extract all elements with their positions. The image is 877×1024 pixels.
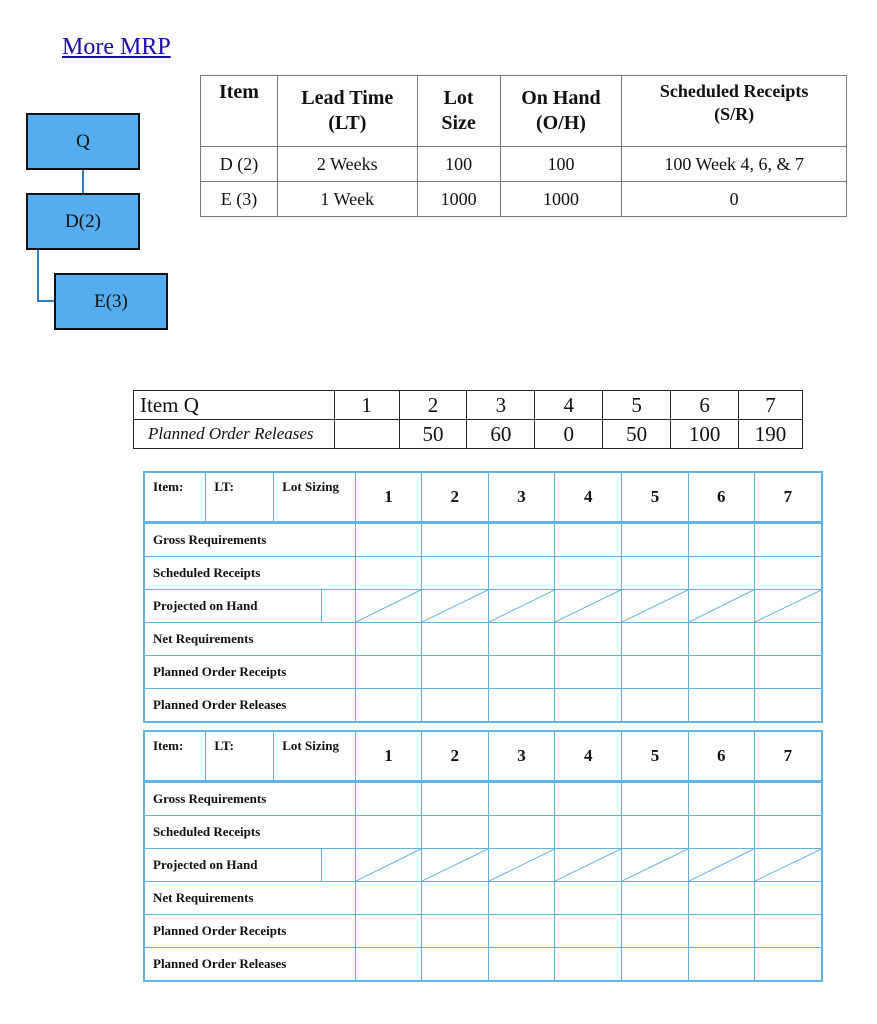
mrp-value-cell[interactable] [754,523,822,557]
week-header: 6 [671,391,739,420]
mrp-value-cell[interactable] [421,523,488,557]
mrp-value-cell[interactable] [688,689,754,723]
mrp-value-cell[interactable] [688,656,754,689]
mrp-row-label: Net Requirements [144,882,356,915]
mrp-value-cell[interactable] [622,948,689,982]
mrp-value-cell[interactable] [754,590,822,623]
mrp-row-label: Planned Order Releases [144,948,356,982]
week-header: 2 [399,391,467,420]
mrp-value-cell[interactable] [754,849,822,882]
mrp-header-row [144,731,822,782]
cell-lot-size: 1000 [417,182,500,217]
week-header: 3 [467,391,535,420]
mrp-row [144,590,822,623]
mrp-value-cell[interactable] [622,623,689,656]
diagonal-line-icon [622,590,688,622]
mrp-value-cell[interactable] [622,557,689,590]
week-header: 3 [488,731,555,782]
mrp-row [144,623,822,656]
q-row-label: Planned Order Releases [134,420,335,449]
mrp-value-cell[interactable] [356,590,422,623]
item-q-table [133,390,803,449]
mrp-row [144,882,822,915]
week-header: 7 [754,731,822,782]
cell-on-hand: 100 [500,147,622,182]
week-header: 4 [535,391,603,420]
mrp-value-cell[interactable] [555,689,622,723]
mrp-value-cell[interactable] [421,689,488,723]
mrp-row [144,915,822,948]
week-header: 2 [421,472,488,523]
diagonal-line-icon [555,590,621,622]
mrp-value-cell[interactable] [555,816,622,849]
diagonal-line-icon [489,590,555,622]
cell-lot-size: 100 [417,147,500,182]
mrp-row-label: Projected on Hand [144,849,322,882]
mrp-value-cell[interactable] [488,782,555,816]
mrp-row [144,656,822,689]
diagonal-line-icon [622,849,688,881]
header-on-hand: On Hand (O/H) [500,76,622,147]
mrp-row-label: Planned Order Receipts [144,656,356,689]
mrp-value-cell[interactable] [356,915,422,948]
tree-node-d [26,193,140,250]
tree-node-label: E(3) [94,290,128,312]
tree-node-label: Q [76,130,90,152]
mrp-row-label: Planned Order Releases [144,689,356,723]
mrp-value-cell[interactable] [555,590,622,623]
mrp-value-cell[interactable] [356,623,422,656]
week-header: 1 [356,731,422,782]
mrp-value-cell[interactable] [488,816,555,849]
mrp-value-cell[interactable] [688,816,754,849]
mrp-value-cell[interactable] [622,523,689,557]
mrp-value-cell[interactable] [356,557,422,590]
mrp-value-cell[interactable] [555,782,622,816]
mrp-value-cell[interactable] [356,523,422,557]
diagonal-line-icon [422,590,488,622]
mrp-row-label: Planned Order Receipts [144,915,356,948]
mrp-value-cell[interactable] [421,557,488,590]
tree-node-e [54,273,168,330]
q-value-cell: 0 [535,420,603,449]
mrp-value-cell[interactable] [356,782,422,816]
mrp-value-cell[interactable] [754,623,822,656]
mrp-value-cell[interactable] [488,590,555,623]
mrp-row-label: Scheduled Receipts [144,557,356,590]
lt-field[interactable] [206,731,274,782]
header-item: Item [201,76,278,147]
mrp-row-label: Projected on Hand [144,590,322,623]
mrp-row [144,782,822,816]
mrp-value-cell[interactable] [488,948,555,982]
cell-scheduled-receipts: 100 Week 4, 6, & 7 [622,147,847,182]
q-item-label: Item Q [134,391,335,420]
mrp-value-cell[interactable] [688,948,754,982]
week-header: 6 [688,472,754,523]
mrp-value-cell[interactable] [488,557,555,590]
mrp-value-cell[interactable] [488,523,555,557]
mrp-value-cell[interactable] [622,689,689,723]
diagonal-line-icon [489,849,555,881]
week-header: 5 [622,731,689,782]
mrp-value-cell[interactable] [688,782,754,816]
cell-item: E (3) [201,182,278,217]
mrp-value-cell[interactable] [555,882,622,915]
item-field[interactable] [144,472,206,523]
cell-item: D (2) [201,147,278,182]
mrp-row [144,849,822,882]
tree-connector-d-e-vertical [37,249,39,301]
mrp-value-cell[interactable] [488,915,555,948]
lt-field-label: LT: [214,479,234,494]
mrp-value-cell[interactable] [356,882,422,915]
mrp-value-cell[interactable] [688,557,754,590]
mrp-value-cell[interactable] [754,656,822,689]
mrp-value-cell[interactable] [555,849,622,882]
mrp-value-cell[interactable] [688,523,754,557]
mrp-header-row [144,472,822,523]
mrp-value-cell[interactable] [688,623,754,656]
mrp-value-cell[interactable] [622,656,689,689]
mrp-value-cell[interactable] [622,882,689,915]
mrp-value-cell[interactable] [622,849,689,882]
item-info-table [200,75,847,217]
mrp-value-cell[interactable] [356,656,422,689]
mrp-value-cell[interactable] [421,849,488,882]
q-value-cell: 50 [399,420,467,449]
table-row [201,147,847,182]
lt-field-label: LT: [214,738,234,753]
week-header: 6 [688,731,754,782]
cell-lead-time: 2 Weeks [277,147,417,182]
header-scheduled-receipts: Scheduled Receipts (S/R) [622,76,847,147]
week-header: 1 [334,391,399,420]
initial-on-hand-cell[interactable] [322,849,356,882]
mrp-value-cell[interactable] [754,782,822,816]
table-row [201,182,847,217]
q-value-cell: 100 [671,420,739,449]
lt-field[interactable] [206,472,274,523]
tree-connector-q-d [82,169,84,194]
mrp-value-cell[interactable] [488,849,555,882]
mrp-value-cell[interactable] [356,816,422,849]
mrp-row [144,557,822,590]
mrp-value-cell[interactable] [488,882,555,915]
mrp-value-cell[interactable] [688,849,754,882]
mrp-value-cell[interactable] [754,689,822,723]
mrp-value-cell[interactable] [356,689,422,723]
mrp-value-cell[interactable] [421,656,488,689]
q-header-row [134,391,803,420]
mrp-value-cell[interactable] [688,590,754,623]
mrp-value-cell[interactable] [754,816,822,849]
mrp-row-label: Net Requirements [144,623,356,656]
info-header-row [201,76,847,147]
mrp-value-cell[interactable] [555,656,622,689]
mrp-value-cell[interactable] [356,948,422,982]
lot-sizing-field-label: Lot Sizing [282,479,339,494]
mrp-value-cell[interactable] [754,557,822,590]
lot-sizing-field[interactable] [274,731,356,782]
cell-lead-time: 1 Week [277,182,417,217]
mrp-row [144,689,822,723]
diagonal-line-icon [689,849,754,881]
week-header: 1 [356,472,422,523]
mrp-value-cell[interactable] [356,849,422,882]
mrp-value-cell[interactable] [754,915,822,948]
week-header: 4 [555,472,622,523]
week-header: 2 [421,731,488,782]
mrp-value-cell[interactable] [488,689,555,723]
week-header: 7 [739,391,803,420]
q-value-cell: 190 [739,420,803,449]
item-field-label: Item: [153,738,184,753]
mrp-row [144,523,822,557]
mrp-value-cell[interactable] [754,948,822,982]
mrp-value-cell[interactable] [622,915,689,948]
week-header: 4 [555,731,622,782]
q-releases-row [134,420,803,449]
mrp-row [144,948,822,982]
mrp-value-cell[interactable] [421,816,488,849]
mrp-row-label: Gross Requirements [144,523,356,557]
title-link[interactable]: More MRP [62,34,171,60]
tree-node-q [26,113,140,170]
lot-sizing-field[interactable] [274,472,356,523]
week-header: 3 [488,472,555,523]
mrp-value-cell[interactable] [688,882,754,915]
tree-node-label: D(2) [65,210,101,232]
mrp-value-cell[interactable] [555,523,622,557]
header-lot-size: Lot Size [417,76,500,147]
mrp-value-cell[interactable] [421,882,488,915]
cell-scheduled-receipts: 0 [622,182,847,217]
mrp-value-cell[interactable] [421,915,488,948]
diagonal-line-icon [755,590,821,622]
mrp-value-cell[interactable] [622,782,689,816]
mrp-value-cell[interactable] [421,590,488,623]
mrp-value-cell[interactable] [421,948,488,982]
mrp-value-cell[interactable] [555,623,622,656]
mrp-value-cell[interactable] [555,915,622,948]
mrp-value-cell[interactable] [488,656,555,689]
mrp-row [144,816,822,849]
item-field[interactable] [144,731,206,782]
mrp-value-cell[interactable] [421,623,488,656]
q-value-cell: 50 [603,420,671,449]
initial-on-hand-cell[interactable] [322,590,356,623]
header-lead-time: Lead Time (LT) [277,76,417,147]
mrp-value-cell[interactable] [688,915,754,948]
mrp-value-cell[interactable] [622,816,689,849]
mrp-value-cell[interactable] [421,782,488,816]
mrp-value-cell[interactable] [754,882,822,915]
diagonal-line-icon [356,849,421,881]
lot-sizing-field-label: Lot Sizing [282,738,339,753]
diagonal-line-icon [555,849,621,881]
diagonal-line-icon [689,590,754,622]
week-header: 5 [603,391,671,420]
item-field-label: Item: [153,479,184,494]
diagonal-line-icon [755,849,821,881]
cell-on-hand: 1000 [500,182,622,217]
diagonal-line-icon [356,590,421,622]
mrp-grid-1 [143,471,823,723]
week-header: 7 [754,472,822,523]
mrp-value-cell[interactable] [555,557,622,590]
mrp-value-cell[interactable] [555,948,622,982]
mrp-grid-2 [143,730,823,982]
q-value-cell: 60 [467,420,535,449]
mrp-row-label: Gross Requirements [144,782,356,816]
mrp-row-label: Scheduled Receipts [144,816,356,849]
mrp-value-cell[interactable] [622,590,689,623]
week-header: 5 [622,472,689,523]
q-value-cell [334,420,399,449]
mrp-value-cell[interactable] [488,623,555,656]
diagonal-line-icon [422,849,488,881]
